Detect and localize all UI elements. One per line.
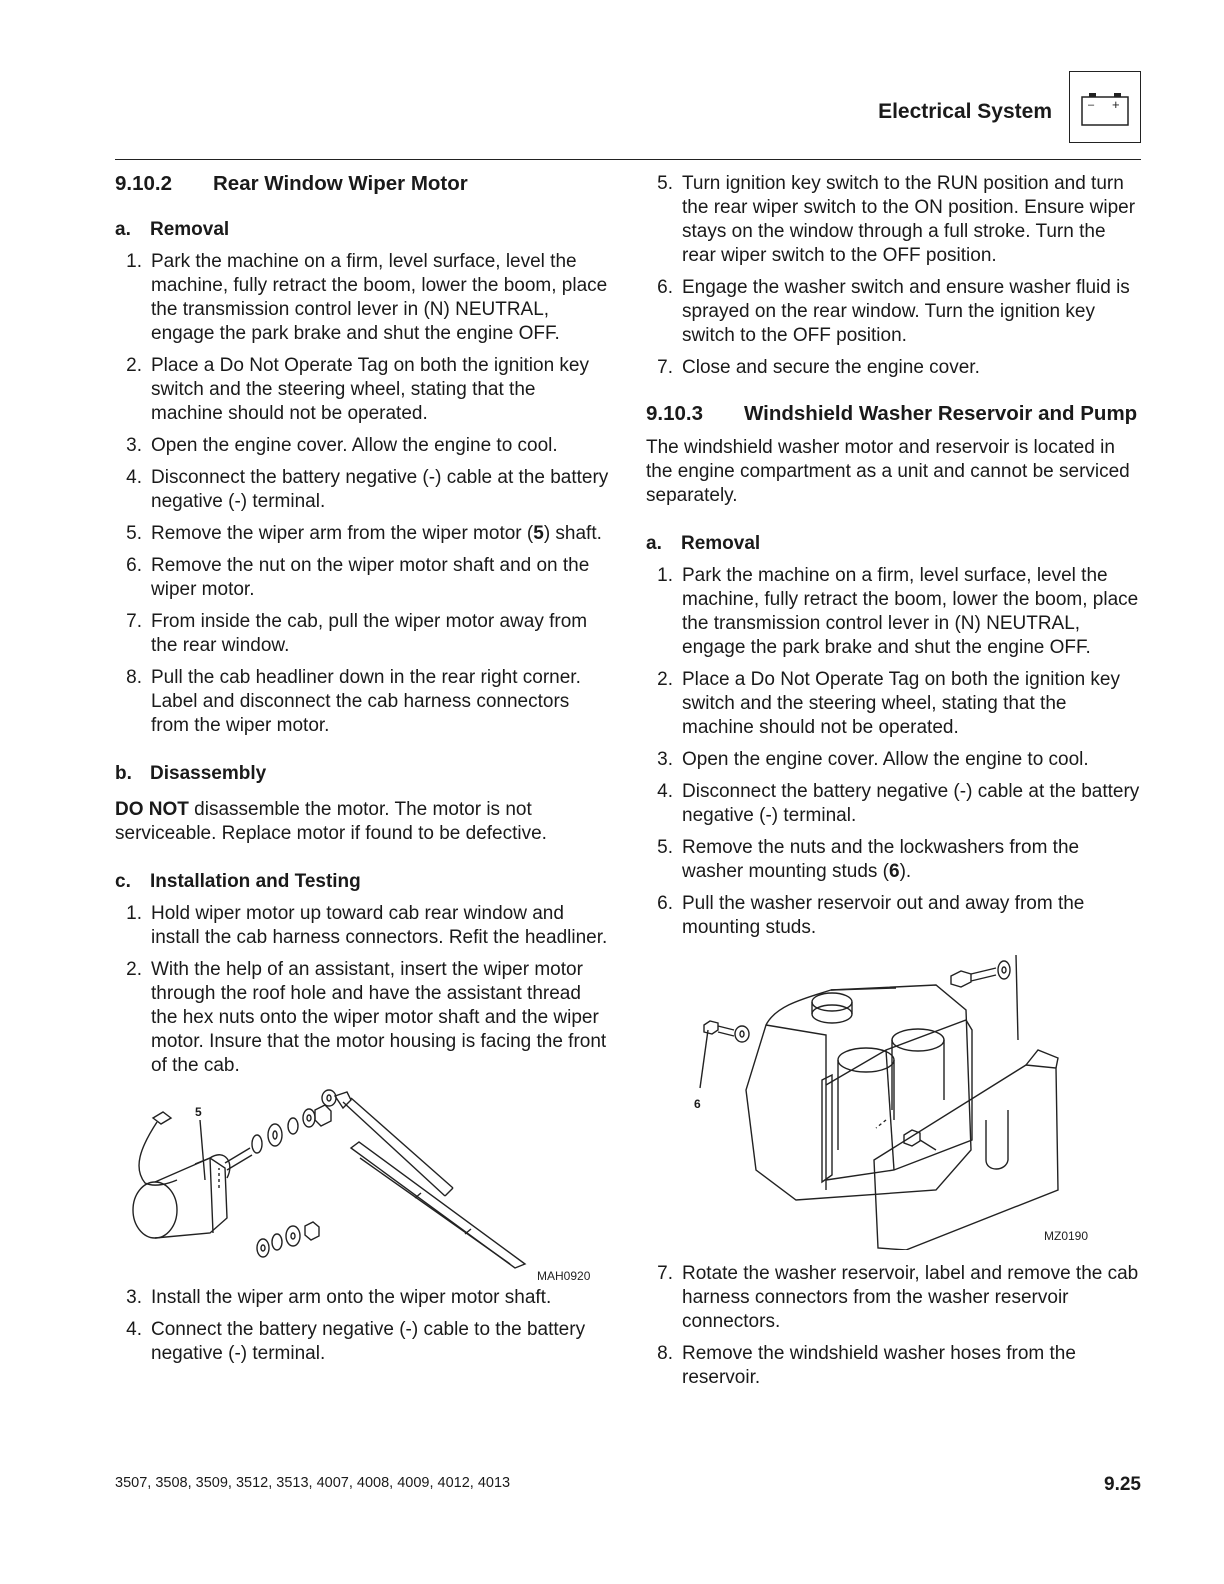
- list-item: 2. Place a Do Not Operate Tag on both the ignition key switch and the steering wheel, stating that the machine should not be operated.: [657, 669, 1120, 738]
- battery-minus-label: –: [1088, 99, 1095, 111]
- subheading-letter: a.: [646, 533, 662, 554]
- list-item: 8. Pull the cab headliner down in the rear right corner. Label and disconnect the cab harness connectors from the wiper motor.: [126, 667, 581, 736]
- subheading-title: Removal: [681, 533, 761, 554]
- footer-model-numbers: 3507, 3508, 3509, 3512, 3513, 4007, 4008, 4009, 4012, 4013: [115, 1475, 511, 1491]
- list-item: 7. From inside the cab, pull the wiper motor away from the rear window.: [126, 611, 588, 656]
- list-item: 6. Engage the washer switch and ensure washer fluid is sprayed on the rear window. Turn the ignition key switch to the OFF position.: [657, 277, 1130, 346]
- subheading-letter: c.: [115, 871, 131, 892]
- subheading-disassembly: [115, 762, 610, 786]
- list-item: 7. Rotate the washer reservoir, label and remove the cab harness connectors from the washer reservoir connectors.: [657, 1263, 1139, 1332]
- removal-steps: [115, 250, 610, 738]
- list-item: 1. Park the machine on a firm, level surface, level the machine, fully retract the boom, lower the boom, place the transmission control lever in (N) NEUTRAL, engage the park brake and shut the engine OFF.: [657, 565, 1139, 658]
- installation-steps-continued-right: [646, 172, 1141, 380]
- list-item: 3. Open the engine cover. Allow the engine to cool.: [126, 435, 558, 456]
- list-item: 2. Place a Do Not Operate Tag on both the ignition key switch and the steering wheel, stating that the machine should not be operated.: [126, 355, 589, 424]
- subheading-title: Installation and Testing: [150, 871, 361, 892]
- subheading-title: Removal: [150, 219, 230, 240]
- washer-removal-steps-continued: [646, 1262, 1141, 1390]
- wiper-motor-figure: [115, 1088, 595, 1283]
- subheading-letter: a.: [115, 219, 131, 240]
- battery-icon-graphic: [1070, 72, 1139, 141]
- list-item: 5. Remove the wiper arm from the wiper motor (5) shaft.: [126, 523, 602, 544]
- subheading-installation: [115, 870, 610, 894]
- list-item: 7. Close and secure the engine cover.: [657, 357, 980, 378]
- list-item: 5. Remove the nuts and the lockwashers from the washer mounting studs (6).: [657, 837, 1080, 882]
- list-item: 6. Remove the nut on the wiper motor shaft and on the wiper motor.: [126, 555, 590, 600]
- header-rule: [115, 159, 1141, 160]
- right-column: [646, 172, 1141, 1390]
- section-title: Windshield Washer Reservoir and Pump: [744, 402, 1138, 425]
- washer-removal-steps: [646, 564, 1141, 940]
- washer-reservoir-exploded-view: [646, 950, 1106, 1250]
- list-item: 1. Hold wiper motor up toward cab rear window and install the cab harness connectors. Refit the headliner.: [126, 903, 608, 948]
- disassembly-paragraph: DO NOT disassemble the motor. The motor is not serviceable. Replace motor if found to be defective.: [115, 799, 547, 844]
- subheading-removal: [646, 532, 1141, 556]
- battery-icon: [1069, 71, 1141, 143]
- battery-plus-label: +: [1112, 97, 1120, 112]
- section-heading-9-10-2: [115, 172, 610, 196]
- list-item: 6. Pull the washer reservoir out and away from the mounting studs.: [657, 893, 1085, 938]
- installation-steps-continued: [115, 1286, 610, 1366]
- list-item: 2. With the help of an assistant, insert the wiper motor through the roof hole and have the assistant thread the hex nuts onto the wiper motor shaft and the wiper motor. Insure that the motor housing is facing the front of the cab.: [126, 959, 607, 1076]
- figure-callout-6: 6: [694, 1097, 701, 1111]
- section-number: 9.10.2: [115, 172, 172, 195]
- section-title: Rear Window Wiper Motor: [213, 172, 468, 195]
- list-item: 5. Turn ignition key switch to the RUN position and turn the rear wiper switch to the ON position. Ensure wiper stays on the window through a full stroke. Turn the rear wiper switch to the OFF position.: [657, 173, 1136, 266]
- page-header-title: Electrical System: [878, 100, 1052, 123]
- list-item: 3. Install the wiper arm onto the wiper motor shaft.: [126, 1287, 552, 1308]
- list-item: 8. Remove the windshield washer hoses from the reservoir.: [657, 1343, 1076, 1388]
- subheading-title: Disassembly: [150, 763, 267, 784]
- section-number: 9.10.3: [646, 402, 703, 425]
- figure-caption: MAH0920: [537, 1269, 591, 1283]
- list-item: 1. Park the machine on a firm, level surface, level the machine, fully retract the boom, lower the boom, place the transmission control lever in (N) NEUTRAL, engage the park brake and shut the engine OFF.: [126, 251, 608, 344]
- left-column: [115, 172, 610, 1366]
- installation-steps: [115, 902, 610, 1078]
- list-item: 4. Connect the battery negative (-) cable to the battery negative (-) terminal.: [126, 1319, 586, 1364]
- list-item: 3. Open the engine cover. Allow the engine to cool.: [657, 749, 1089, 770]
- figure-caption: MZ0190: [1044, 1229, 1089, 1243]
- list-item: 4. Disconnect the battery negative (-) cable at the battery negative (-) terminal.: [657, 781, 1140, 826]
- figure-callout-5: 5: [195, 1105, 202, 1119]
- footer-page-number: 9.25: [1104, 1474, 1141, 1495]
- subheading-removal: [115, 218, 610, 242]
- subheading-letter: b.: [115, 763, 132, 784]
- section-heading-9-10-3: [646, 402, 1141, 426]
- washer-intro-paragraph: The windshield washer motor and reservoir is located in the engine compartment as a unit and cannot be serviced separately.: [646, 437, 1130, 506]
- list-item: 4. Disconnect the battery negative (-) cable at the battery negative (-) terminal.: [126, 467, 609, 512]
- wiper-motor-exploded-view: [115, 1088, 595, 1278]
- washer-reservoir-figure: [646, 950, 1106, 1250]
